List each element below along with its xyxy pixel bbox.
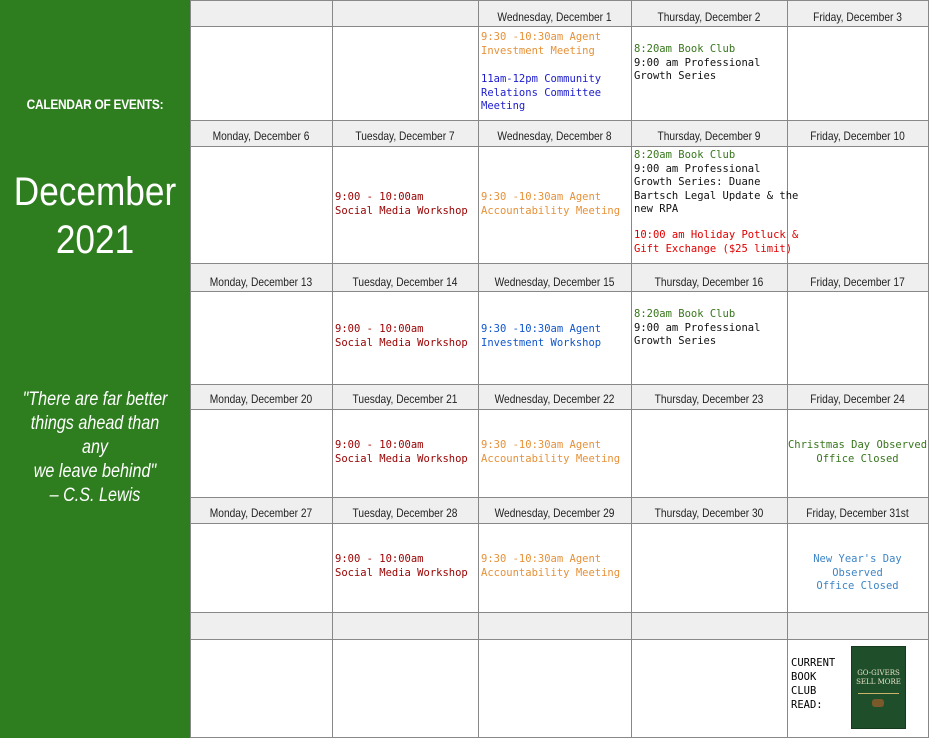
event-line: Accountability Meeting [481, 566, 621, 579]
day-header: Tuesday, December 14 [352, 275, 458, 289]
book-club-label-line: CURRENT [791, 657, 836, 669]
quote-line-1: "There are far better [22, 389, 168, 410]
quote [19, 388, 170, 508]
event-book-club-professional-growth [634, 308, 760, 349]
quote-line-3: we leave behind" [33, 461, 157, 482]
day-header: Thursday, December 2 [657, 10, 761, 24]
event-line: Growth Series [634, 70, 717, 82]
event-line: Social Media Workshop [335, 452, 468, 465]
grid-line [478, 0, 479, 738]
grid-line [190, 26, 929, 27]
grid-line [190, 497, 929, 498]
event-line: 9:00 am Professional [634, 321, 761, 334]
event-line: Social Media Workshop [335, 566, 468, 579]
day-header: Thursday, December 30 [654, 506, 764, 520]
event-line: 11am-12pm Community [481, 73, 602, 85]
event-line: 9:00 - 10:00am [335, 191, 424, 203]
book-club-label-line: READ: [791, 699, 823, 711]
event-line: 9:30 -10:30am Agent [481, 323, 602, 335]
grid-line [332, 0, 333, 738]
event-line: Relations Committee [481, 86, 602, 99]
event-line: Social Media Workshop [335, 204, 468, 217]
event-line: Investment Meeting [481, 44, 595, 57]
grid-line [190, 384, 929, 385]
grid-line [190, 146, 929, 147]
event-accountability-meeting [481, 439, 620, 466]
grid-line [190, 0, 191, 738]
grid-line [190, 409, 929, 410]
year: 2021 [55, 218, 135, 262]
book-cover-image [851, 646, 906, 729]
event-line: 9:00 am Professional [634, 162, 761, 175]
grid-line [190, 291, 929, 292]
day-header: Friday, December 3 [813, 10, 902, 24]
grid-line [190, 263, 929, 264]
calendar-heading: CALENDAR OF EVENTS: [26, 96, 164, 112]
event-line: 8:20am Book Club [634, 149, 736, 161]
event-line: 9:30 -10:30am Agent [481, 31, 602, 43]
event-line: new RPA [634, 203, 679, 215]
day-header: Monday, December 27 [209, 506, 313, 520]
day-header: Monday, December 13 [209, 275, 313, 289]
event-book-club-professional-growth [634, 43, 760, 84]
book-club-label-line: CLUB [791, 685, 817, 697]
event-new-years-observed [787, 553, 928, 594]
grid-line [631, 0, 632, 738]
event-line: 9:00 - 10:00am [335, 323, 424, 335]
day-header: Monday, December 20 [209, 392, 313, 406]
day-header: Friday, December 31st [806, 506, 909, 520]
book-cover-title-line: GO-GIVERS [857, 669, 900, 677]
event-line: 8:20am Book Club [634, 43, 736, 55]
day-header: Thursday, December 16 [654, 275, 764, 289]
event-social-media-workshop [335, 553, 468, 580]
quote-author: – C.S. Lewis [49, 485, 141, 506]
grid-line [190, 120, 929, 121]
grid-line [190, 523, 929, 524]
grid-line [190, 639, 929, 640]
calendar-grid [190, 0, 929, 738]
day-header: Thursday, December 23 [654, 392, 764, 406]
book-cover-rule [858, 693, 899, 694]
event-investment-workshop [481, 323, 601, 350]
header-row-6 [190, 612, 929, 639]
book-club-label [791, 656, 835, 712]
grid-line [190, 0, 929, 1]
event-line: Accountability Meeting [481, 204, 621, 217]
day-header: Friday, December 17 [810, 275, 905, 289]
event-line: Investment Workshop [481, 336, 602, 349]
event-line: Growth Series: Duane [634, 176, 761, 188]
event-line: Office Closed [816, 580, 899, 592]
event-line: Office Closed [816, 452, 899, 465]
month-name: December [13, 170, 177, 214]
event-line: 9:30 -10:30am Agent [481, 191, 602, 203]
book-cover-emblem [872, 699, 884, 707]
event-social-media-workshop [335, 439, 468, 466]
grid-line [190, 612, 929, 613]
event-line: New Year's Day Observed [813, 553, 902, 579]
event-community-relations [481, 73, 601, 114]
month-title [11, 168, 178, 264]
day-header: Wednesday, December 22 [494, 392, 615, 406]
book-club-label-line: BOOK [791, 671, 817, 683]
day-header: Wednesday, December 8 [497, 129, 612, 143]
event-line: Growth Series [634, 335, 717, 347]
day-header: Thursday, December 9 [657, 129, 761, 143]
event-line: Gift Exchange ($25 limit) [634, 242, 793, 255]
sidebar [0, 0, 190, 738]
event-line: Accountability Meeting [481, 452, 621, 465]
book-cover-title-line: SELL MORE [856, 678, 901, 686]
event-line: Meeting [481, 100, 526, 112]
event-holiday-potluck [634, 229, 798, 256]
event-line: Christmas Day Observed [787, 439, 928, 451]
day-header: Monday, December 6 [212, 129, 310, 143]
book-cover-title [852, 669, 905, 687]
event-line: 9:00 - 10:00am [335, 439, 424, 451]
day-header: Tuesday, December 21 [352, 392, 458, 406]
event-line: 8:20am Book Club [634, 308, 736, 320]
event-book-club-legal-update [634, 149, 798, 217]
event-line: 9:30 -10:30am Agent [481, 553, 602, 565]
event-line: 9:00 - 10:00am [335, 553, 424, 565]
event-line: Bartsch Legal Update & the [634, 189, 799, 202]
day-header: Wednesday, December 1 [497, 10, 612, 24]
day-header: Tuesday, December 28 [352, 506, 458, 520]
day-header: Friday, December 24 [810, 392, 905, 406]
grid-line [787, 0, 788, 738]
day-header: Wednesday, December 15 [494, 275, 615, 289]
day-header: Tuesday, December 7 [355, 129, 455, 143]
event-social-media-workshop [335, 323, 468, 350]
event-accountability-meeting [481, 191, 620, 218]
quote-line-2: things ahead than any [30, 413, 160, 458]
event-accountability-meeting [481, 553, 620, 580]
event-line: 9:00 am Professional [634, 56, 761, 69]
day-header: Wednesday, December 29 [494, 506, 615, 520]
event-christmas-observed [787, 439, 928, 466]
event-line: Social Media Workshop [335, 336, 468, 349]
event-line: 9:30 -10:30am Agent [481, 439, 602, 451]
day-header: Friday, December 10 [810, 129, 905, 143]
event-social-media-workshop [335, 191, 468, 218]
event-line: 10:00 am Holiday Potluck & [634, 229, 799, 241]
event-investment-meeting [481, 31, 601, 58]
